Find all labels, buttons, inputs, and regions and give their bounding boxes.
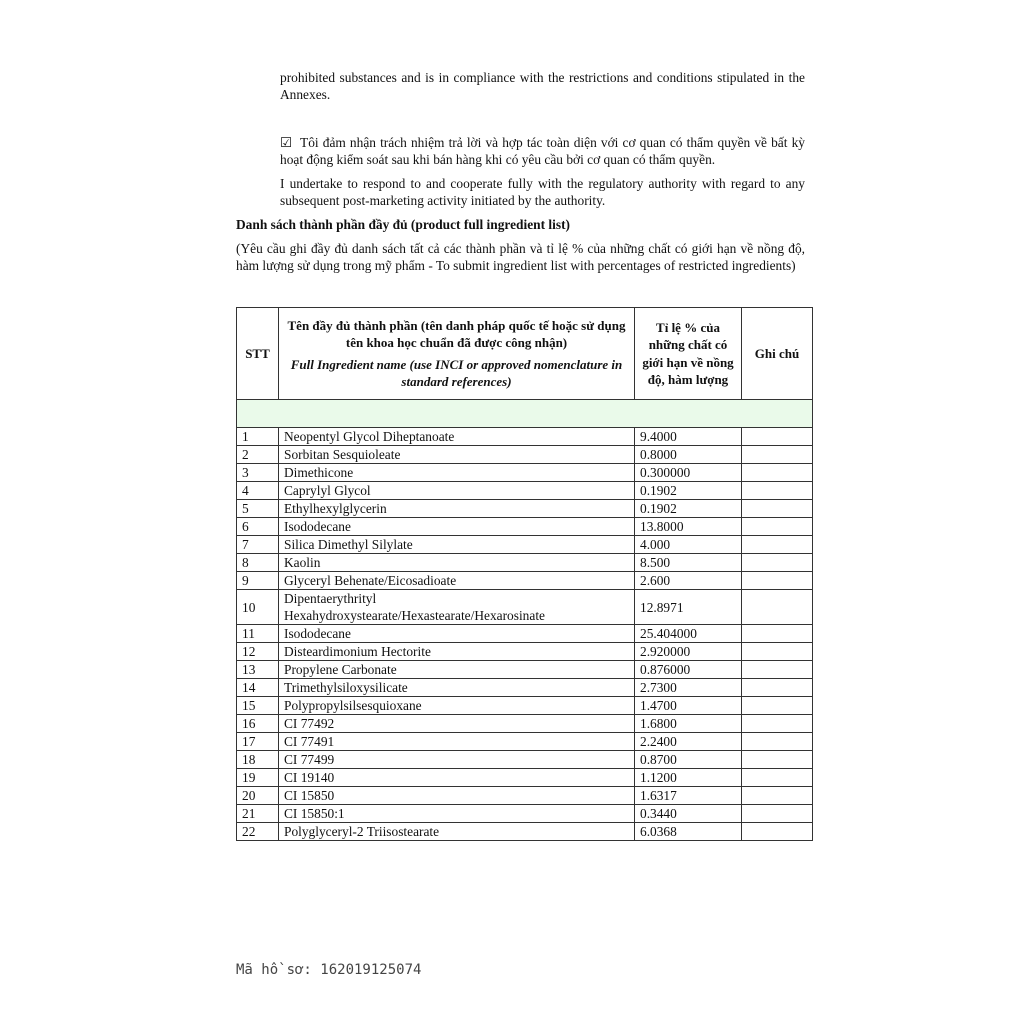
- checkbox-checked-icon: ☑: [280, 135, 293, 150]
- table-row: [237, 823, 813, 841]
- row-number: 5: [237, 500, 279, 518]
- ingredient-name: CI 77491: [279, 733, 635, 751]
- table-row: [237, 590, 813, 625]
- ingredient-percent: 0.8000: [635, 446, 742, 464]
- ingredient-note: [742, 643, 813, 661]
- ingredient-note: [742, 482, 813, 500]
- ingredient-note: [742, 679, 813, 697]
- ingredient-note: [742, 446, 813, 464]
- table-row: [237, 536, 813, 554]
- row-number: 18: [237, 751, 279, 769]
- table-row: [237, 518, 813, 536]
- ingredient-name: Dimethicone: [279, 464, 635, 482]
- row-number: 1: [237, 428, 279, 446]
- ingredient-name: Dipentaerythrityl Hexahydroxystearate/Hexastearate/Hexarosinate: [279, 590, 635, 625]
- row-number: 4: [237, 482, 279, 500]
- ingredient-name: CI 19140: [279, 769, 635, 787]
- ingredient-note: [742, 787, 813, 805]
- table-row: [237, 733, 813, 751]
- ingredient-note: [742, 697, 813, 715]
- row-number: 6: [237, 518, 279, 536]
- row-number: 14: [237, 679, 279, 697]
- ingredient-name: Caprylyl Glycol: [279, 482, 635, 500]
- ingredient-note: [742, 625, 813, 643]
- compliance-paragraph: prohibited substances and is in compliance with the restrictions and conditions stipulated in the Annexes.: [280, 70, 805, 102]
- ingredient-note: [742, 464, 813, 482]
- row-number: 19: [237, 769, 279, 787]
- ingredient-name: Isododecane: [279, 625, 635, 643]
- table-row: [237, 554, 813, 572]
- ingredient-note: [742, 554, 813, 572]
- ingredient-name: Trimethylsiloxysilicate: [279, 679, 635, 697]
- ingredient-percent: 25.404000: [635, 625, 742, 643]
- row-number: 15: [237, 697, 279, 715]
- table-row: [237, 697, 813, 715]
- ingredient-percent: 12.8971: [635, 590, 742, 625]
- table-row: [237, 715, 813, 733]
- ingredient-percent: 0.1902: [635, 500, 742, 518]
- table-row: [237, 805, 813, 823]
- ingredient-percent: 9.4000: [635, 428, 742, 446]
- row-number: 16: [237, 715, 279, 733]
- row-number: 11: [237, 625, 279, 643]
- ingredient-note: [742, 518, 813, 536]
- ingredient-name: Ethylhexylglycerin: [279, 500, 635, 518]
- ingredient-name: Sorbitan Sesquioleate: [279, 446, 635, 464]
- section-title: Danh sách thành phần đầy đủ (product full ingredient list): [236, 217, 570, 232]
- ingredient-percent: 1.4700: [635, 697, 742, 715]
- ingredient-name: Glyceryl Behenate/Eicosadioate: [279, 572, 635, 590]
- undertake-vi-text: Tôi đảm nhận trách nhiệm trả lời và hợp tác toàn diện với cơ quan có thẩm quyền về bất kỳ hoạt động kiểm soát sau khi bán hàng khi có yêu cầu bởi cơ quan có thẩm quyền.: [280, 135, 805, 167]
- ingredient-percent: 4.000: [635, 536, 742, 554]
- header-note: Ghi chú: [742, 308, 813, 400]
- header-stt: STT: [237, 308, 279, 400]
- ingredient-name: CI 15850:1: [279, 805, 635, 823]
- ingredient-name: CI 15850: [279, 787, 635, 805]
- table-header-row: [237, 308, 813, 400]
- ingredient-note: [742, 661, 813, 679]
- ingredient-note: [742, 751, 813, 769]
- undertake-vi-paragraph: [280, 134, 805, 168]
- row-number: 20: [237, 787, 279, 805]
- table-row: [237, 428, 813, 446]
- row-number: 17: [237, 733, 279, 751]
- ingredient-percent: 0.8700: [635, 751, 742, 769]
- table-row: [237, 464, 813, 482]
- table-row: [237, 500, 813, 518]
- ingredient-percent: 6.0368: [635, 823, 742, 841]
- ingredient-percent: 2.7300: [635, 679, 742, 697]
- ingredient-percent: 2.2400: [635, 733, 742, 751]
- dossier-number: Mã hồ sơ: 162019125074: [236, 962, 422, 978]
- row-number: 10: [237, 590, 279, 625]
- ingredient-note: [742, 428, 813, 446]
- table-row: [237, 643, 813, 661]
- ingredient-percent: 0.300000: [635, 464, 742, 482]
- ingredient-percent: 2.920000: [635, 643, 742, 661]
- row-number: 13: [237, 661, 279, 679]
- row-number: 9: [237, 572, 279, 590]
- ingredient-name: Polyglyceryl-2 Triisostearate: [279, 823, 635, 841]
- table-row: [237, 751, 813, 769]
- ingredient-name: Silica Dimethyl Silylate: [279, 536, 635, 554]
- row-number: 2: [237, 446, 279, 464]
- ingredient-name: CI 77499: [279, 751, 635, 769]
- ingredient-note: [742, 590, 813, 625]
- ingredient-percent: 8.500: [635, 554, 742, 572]
- table-row: [237, 482, 813, 500]
- ingredient-percent: 0.876000: [635, 661, 742, 679]
- highlight-row: [237, 400, 813, 428]
- row-number: 3: [237, 464, 279, 482]
- table-row: [237, 769, 813, 787]
- header-name-en: Full Ingredient name (use INCI or approved nomenclature in standard references): [290, 356, 623, 389]
- row-number: 12: [237, 643, 279, 661]
- ingredient-percent: 13.8000: [635, 518, 742, 536]
- table-row: [237, 625, 813, 643]
- ingredient-percent: 0.1902: [635, 482, 742, 500]
- ingredient-note: [742, 715, 813, 733]
- table-row: [237, 661, 813, 679]
- header-name-vi: Tên đầy đủ thành phần (tên danh pháp quốc tế hoặc sử dụng tên khoa học chuẩn đã được công nhận): [287, 317, 626, 350]
- table-row: [237, 787, 813, 805]
- undertake-en-paragraph: I undertake to respond to and cooperate fully with the regulatory authority with regard to any subsequent post-marketing activity initiated by the authority.: [280, 176, 805, 208]
- row-number: 7: [237, 536, 279, 554]
- ingredient-percent: 1.6317: [635, 787, 742, 805]
- ingredient-percent: 1.1200: [635, 769, 742, 787]
- section-note: (Yêu cầu ghi đầy đủ danh sách tất cả các thành phần và tỉ lệ % của những chất có giới hạn về nồng độ, hàm lượng sử dụng trong mỹ phẩm - To submit ingredient list with percentages of restricted ingredients): [236, 241, 805, 273]
- ingredient-note: [742, 536, 813, 554]
- highlight-cell: [237, 400, 813, 428]
- ingredient-note: [742, 805, 813, 823]
- ingredient-percent: 0.3440: [635, 805, 742, 823]
- row-number: 21: [237, 805, 279, 823]
- ingredient-note: [742, 769, 813, 787]
- ingredient-note: [742, 733, 813, 751]
- ingredient-name: Neopentyl Glycol Diheptanoate: [279, 428, 635, 446]
- ingredient-note: [742, 823, 813, 841]
- header-percent: Tỉ lệ % của những chất có giới hạn về nồng độ, hàm lượng: [635, 308, 742, 400]
- ingredient-name: Isododecane: [279, 518, 635, 536]
- row-number: 8: [237, 554, 279, 572]
- ingredient-table: [236, 307, 813, 841]
- table-row: [237, 446, 813, 464]
- ingredient-name: Kaolin: [279, 554, 635, 572]
- ingredient-note: [742, 500, 813, 518]
- ingredient-name: Polypropylsilsesquioxane: [279, 697, 635, 715]
- ingredient-note: [742, 572, 813, 590]
- ingredient-percent: 1.6800: [635, 715, 742, 733]
- ingredient-percent: 2.600: [635, 572, 742, 590]
- ingredient-name: Propylene Carbonate: [279, 661, 635, 679]
- row-number: 22: [237, 823, 279, 841]
- table-row: [237, 679, 813, 697]
- ingredient-name: Disteardimonium Hectorite: [279, 643, 635, 661]
- header-name: [279, 308, 635, 400]
- ingredient-name: CI 77492: [279, 715, 635, 733]
- table-row: [237, 572, 813, 590]
